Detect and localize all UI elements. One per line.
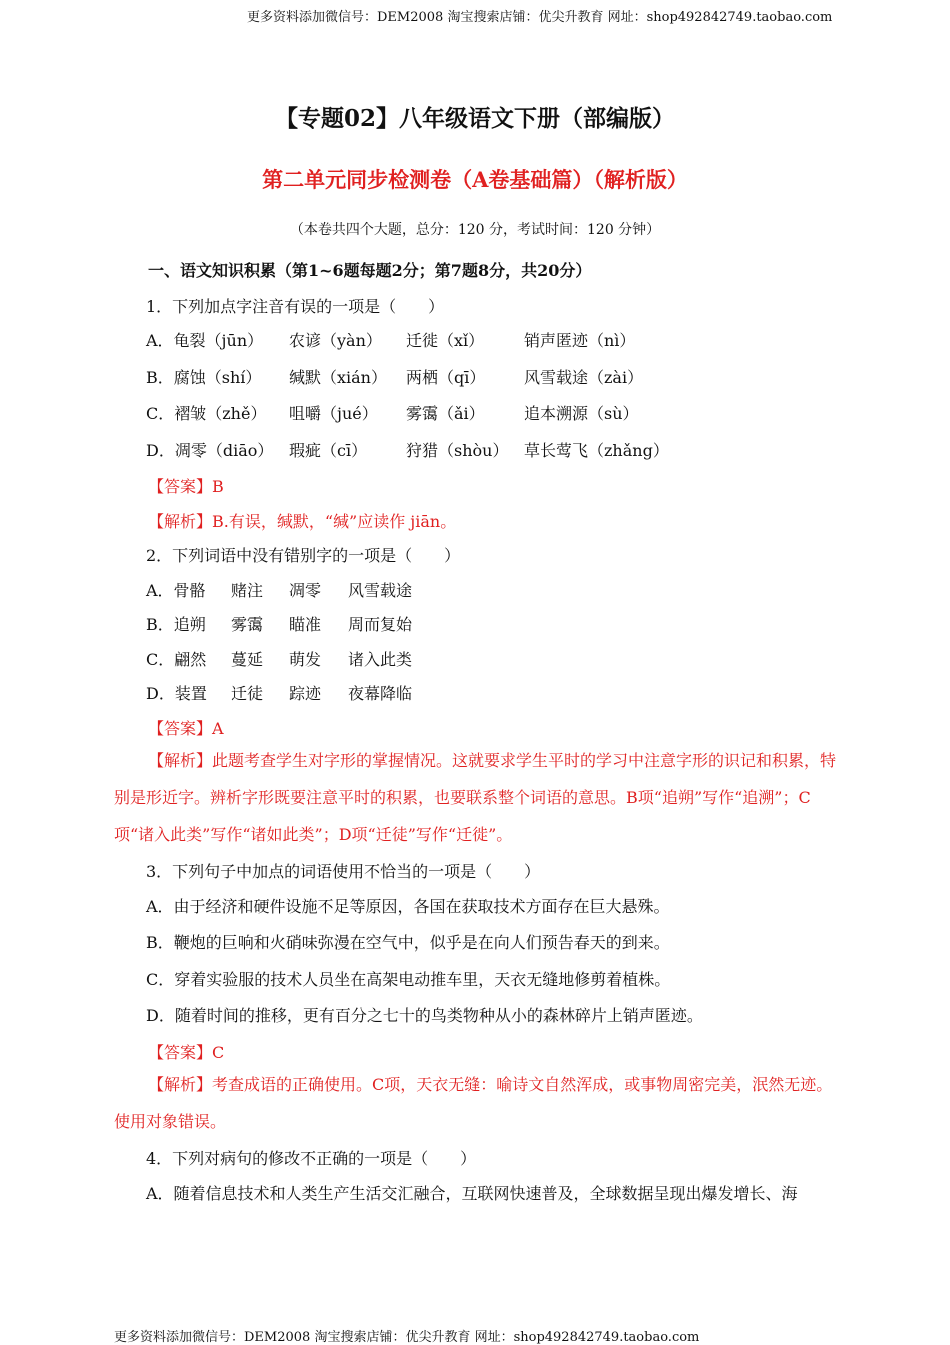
q1-analysis: 【解析】B.有误，缄默，“缄”应读作 jiān。 (148, 512, 457, 531)
q2-answer: 【答案】A (148, 719, 224, 738)
q1-option-a-2: 农谚（yàn） (289, 331, 382, 350)
q1-option-d-1: D．凋零（diāo） (146, 441, 274, 460)
exam-note: （本卷共四个大题，总分：120 分，考试时间：120 分钟） (289, 222, 661, 238)
q4-stem: 4．下列对病句的修改不正确的一项是（ ） (146, 1149, 477, 1168)
document-subtitle: 第二单元同步检测卷（A卷基础篇）（解析版） (262, 167, 688, 192)
q2-option-a-2: 赌注 (231, 581, 264, 600)
q3-answer: 【答案】C (148, 1043, 225, 1062)
page-header: 更多资料添加微信号：DEM2008 淘宝搜索店铺：优尖升教育 网址：shop492842749.taobao.com (247, 10, 833, 25)
q1-option-d-3: 狩猎（shòu） (406, 441, 509, 460)
page-footer: 更多资料添加微信号：DEM2008 淘宝搜索店铺：优尖升教育 网址：shop492842749.taobao.com (114, 1330, 700, 1345)
q2-analysis: 【解析】此题考查学生对字形的掌握情况。这就要求学生平时的学习中注意字形的识记和积累，特别是形近字。辨析字形既要注意平时的积累，也要联系整个词语的意思。B项“追朔”写作“追溯”；C项“诸入此类”写作“诸如此类”；D项“迁徒”写作“迁徙”。 (114, 751, 837, 844)
q1-option-a-1: A．龟裂（jūn） (146, 331, 264, 350)
q2-option-d-3: 踪迹 (289, 684, 322, 703)
q1-option-c-3: 雾霭（ǎi） (406, 404, 485, 423)
q2-option-a-3: 凋零 (289, 581, 322, 600)
q2-option-b-2: 雾霭 (231, 615, 264, 634)
q2-option-b-3: 瞄准 (289, 615, 322, 634)
q2-option-d-2: 迁徒 (231, 684, 264, 703)
q1-option-c-2: 咀嚼（jué） (289, 404, 378, 423)
q2-option-a-4: 风雪载途 (348, 581, 413, 600)
q1-option-a-4: 销声匿迹（nì） (524, 331, 636, 350)
q1-option-a-3: 迁徙（xǐ） (406, 331, 485, 350)
q3-stem: 3．下列句子中加点的词语使用不恰当的一项是（ ） (146, 862, 541, 881)
q1-option-b-2: 缄默（xián） (289, 368, 387, 387)
q1-option-c-1: C．褶皱（zhě） (146, 404, 267, 423)
q2-option-c-4: 诸入此类 (348, 650, 413, 669)
q2-option-b-4: 周而复始 (348, 615, 413, 634)
q3-option-a: A．由于经济和硬件设施不足等原因，各国在获取技术方面存在巨大悬殊。 (146, 897, 670, 916)
section-heading: 一、语文知识积累（第1~6题每题2分；第7题8分，共20分） (148, 261, 592, 280)
q3-analysis: 【解析】考查成语的正确使用。C项，天衣无缝：喻诗文自然浑成，或事物周密完美，泯然无迹。使用对象错误。 (114, 1075, 833, 1131)
q2-option-d-1: D．装置 (146, 684, 207, 703)
q4-option-a: A．随着信息技术和人类生产生活交汇融合，互联网快速普及，全球数据呈现出爆发增长、海 (146, 1184, 798, 1203)
q1-option-d-2: 瑕疵（cī） (289, 441, 368, 460)
q2-option-c-3: 萌发 (289, 650, 322, 669)
q2-option-a-1: A．骨骼 (146, 581, 206, 600)
q2-option-d-4: 夜幕降临 (348, 684, 413, 703)
q1-option-d-4: 草长莺飞（zhǎng） (524, 441, 669, 460)
q1-option-c-4: 追本溯源（sù） (524, 404, 639, 423)
q2-option-c-2: 蔓延 (231, 650, 264, 669)
q3-option-b: B．鞭炮的巨响和火硝味弥漫在空气中，似乎是在向人们预告春天的到来。 (146, 933, 670, 952)
q2-option-b-1: B．追朔 (146, 615, 206, 634)
q1-option-b-3: 两栖（qī） (406, 368, 486, 387)
q2-stem: 2．下列词语中没有错别字的一项是（ ） (146, 546, 461, 565)
q3-option-c: C．穿着实验服的技术人员坐在高架电动推车里，天衣无缝地修剪着植株。 (146, 970, 671, 989)
q1-answer: 【答案】B (148, 477, 224, 496)
q1-option-b-1: B．腐蚀（shí） (146, 368, 262, 387)
q3-option-d: D．随着时间的推移，更有百分之七十的鸟类物种从小的森林碎片上销声匿迹。 (146, 1006, 703, 1025)
q2-option-c-1: C．翩然 (146, 650, 207, 669)
document-title: 【专题02】八年级语文下册（部编版） (274, 105, 675, 132)
q1-option-b-4: 风雪载途（zài） (524, 368, 644, 387)
q1-stem: 1．下列加点字注音有误的一项是（ ） (146, 297, 445, 316)
